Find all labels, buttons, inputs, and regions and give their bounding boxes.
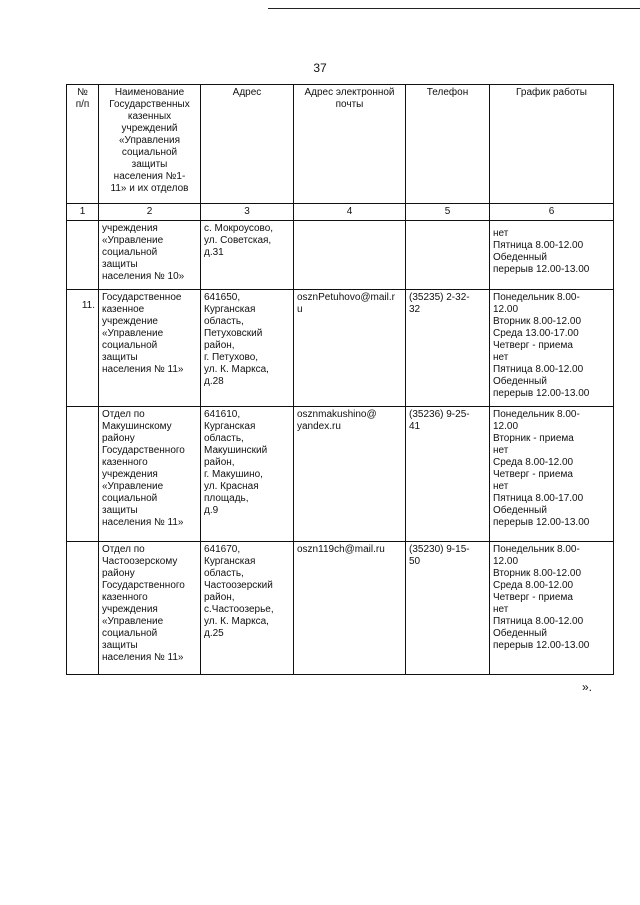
row-email: osznmakushino@ yandex.ru <box>294 407 406 542</box>
row-phone: (35235) 2-32- 32 <box>406 290 490 407</box>
row-schedule: нет Пятница 8.00-12.00 Обеденный перерыв 12.00-13.00 <box>490 221 614 290</box>
header-phone: Телефон <box>406 85 490 204</box>
table-row <box>67 407 614 542</box>
table-row <box>67 290 614 407</box>
row-phone: (35230) 9-15- 50 <box>406 542 490 675</box>
page-number: 37 <box>313 61 327 75</box>
column-number: 1 <box>67 204 99 221</box>
column-number: 5 <box>406 204 490 221</box>
row-phone: (35236) 9-25- 41 <box>406 407 490 542</box>
column-number: 2 <box>99 204 201 221</box>
row-address: 641610, Курганская область, Макушинский район, г. Макушино, ул. Красная площадь, д.9 <box>201 407 294 542</box>
header-email: Адрес электронной почты <box>294 85 406 204</box>
row-email: osznPetuhovo@mail.r u <box>294 290 406 407</box>
row-name: Государственное казенное учреждение «Управление социальной защиты населения № 11» <box>99 290 201 407</box>
row-address: 641670, Курганская область, Частоозерский район, с.Частоозерье, ул. К. Маркса, д.25 <box>201 542 294 675</box>
row-number <box>67 542 99 675</box>
row-schedule: Понедельник 8.00- 12.00 Вторник - приема нет Среда 8.00-12.00 Четверг - приема нет Пятница 8.00-17.00 Обеденный перерыв 12.00-13.00 <box>490 407 614 542</box>
row-schedule: Понедельник 8.00- 12.00 Вторник 8.00-12.00 Среда 8.00-12.00 Четверг - приема нет Пятница 8.00-12.00 Обеденный перерыв 12.00-13.00 <box>490 542 614 675</box>
row-name: Отдел по Частоозерскому району Государственного казенного учреждения «Управление социальной защиты населения № 11» <box>99 542 201 675</box>
table-header-row <box>67 85 614 204</box>
table-row <box>67 221 614 290</box>
row-schedule: Понедельник 8.00- 12.00 Вторник 8.00-12.00 Среда 13.00-17.00 Четверг - приема нет Пятница 8.00-12.00 Обеденный перерыв 12.00-13.00 <box>490 290 614 407</box>
row-number <box>67 221 99 290</box>
header-address: Адрес <box>201 85 294 204</box>
table-row <box>67 542 614 675</box>
header-schedule: График работы <box>490 85 614 204</box>
column-number: 3 <box>201 204 294 221</box>
column-number: 6 <box>490 204 614 221</box>
row-number <box>67 407 99 542</box>
row-address: 641650, Курганская область, Петуховский район, г. Петухово, ул. К. Маркса, д.28 <box>201 290 294 407</box>
column-number: 4 <box>294 204 406 221</box>
row-name: Отдел по Макушинскому району Государственного казенного учреждения «Управление социальной защиты населения № 11» <box>99 407 201 542</box>
column-numbering-row <box>67 204 614 221</box>
row-email: oszn119ch@mail.ru <box>294 542 406 675</box>
row-address: с. Мокроусово, ул. Советская, д.31 <box>201 221 294 290</box>
top-rule <box>268 8 640 9</box>
header-name: Наименование Государственных казенных учреждений «Управления социальной защиты населения №1- 11» и их отделов <box>99 85 201 204</box>
row-number: 11. <box>67 290 99 407</box>
header-num: № п/п <box>67 85 99 204</box>
row-name: учреждения «Управление социальной защиты населения № 10» <box>99 221 201 290</box>
closing-mark: ». <box>582 680 593 694</box>
row-email <box>294 221 406 290</box>
institutions-table <box>66 84 614 675</box>
row-phone <box>406 221 490 290</box>
